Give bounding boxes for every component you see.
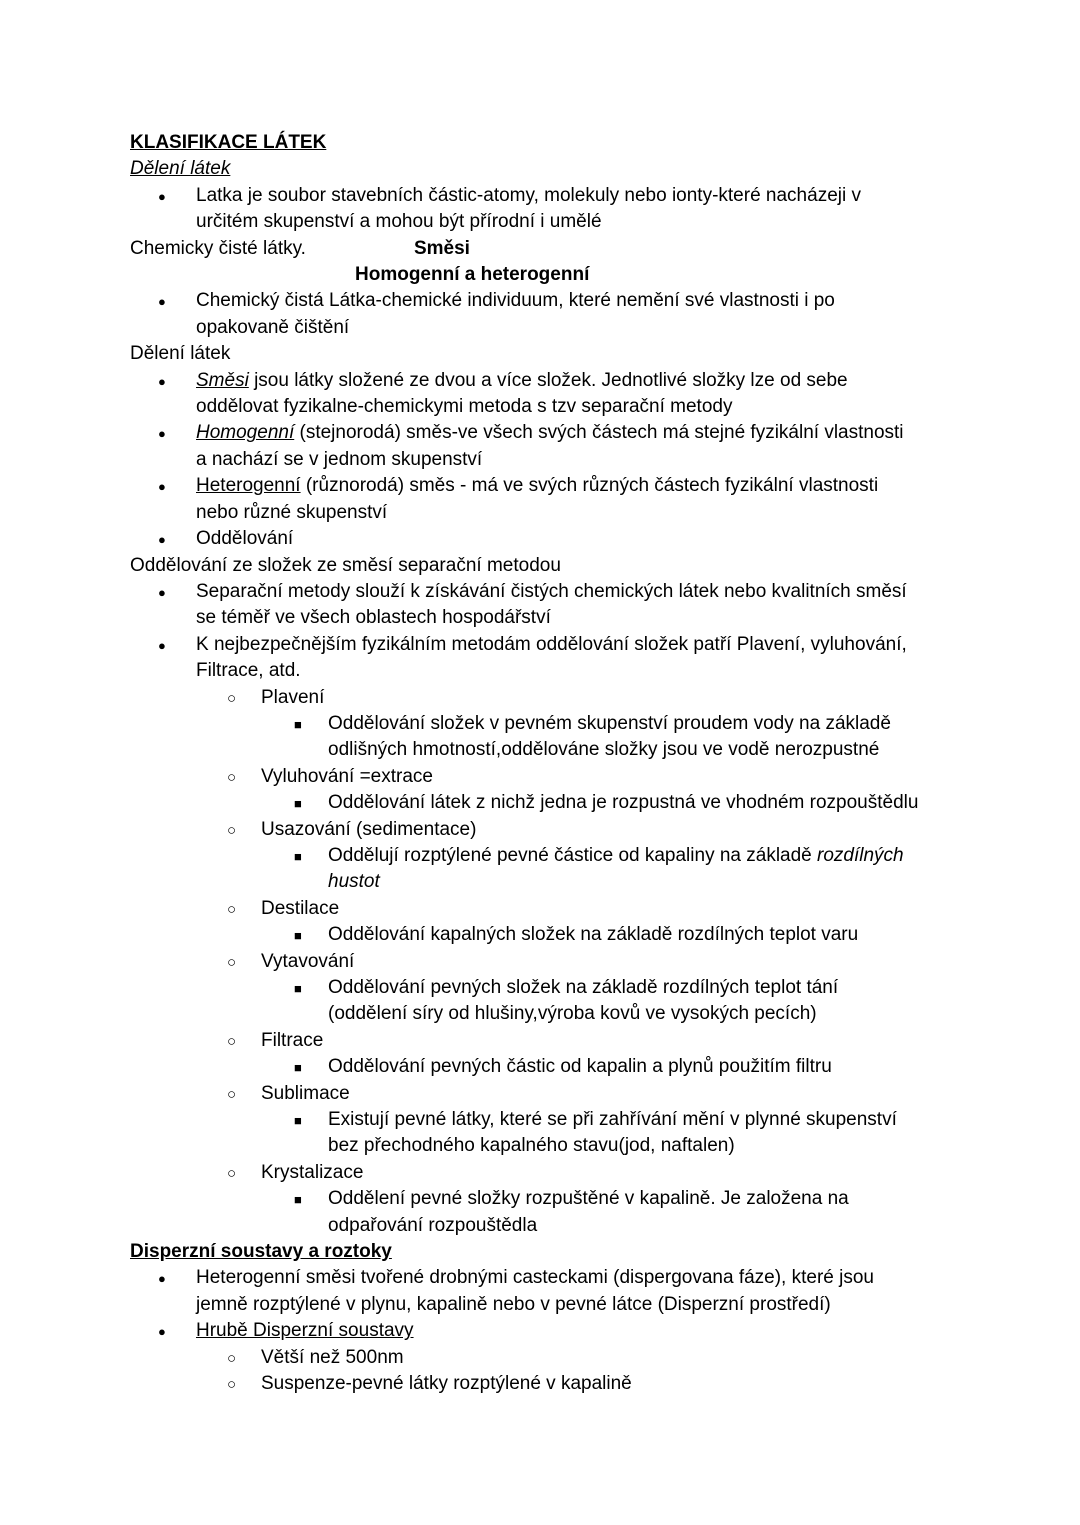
document-line [0, 130, 1080, 156]
document-line [0, 1133, 1080, 1159]
document-line [0, 209, 1080, 235]
document-line [0, 764, 1080, 790]
text-run: odlišných hmotností,oddělováne složky jsou ve vodě nerozpustné [328, 739, 880, 761]
text-run: Homogenní a heterogenní [355, 264, 590, 286]
text-run: Filtrace [261, 1029, 324, 1051]
text-run: bez přechodného kapalného stavu(jod, naftalen) [328, 1135, 735, 1157]
text-run: Oddělování [196, 528, 294, 550]
disc-bullet-icon: ● [158, 1271, 166, 1287]
disc-bullet-icon: ● [158, 426, 166, 442]
document-line [0, 1265, 1080, 1291]
disc-bullet-icon: ● [158, 637, 166, 653]
document-line [0, 922, 1080, 948]
circle-bullet-icon: ○ [227, 1164, 237, 1182]
document-line [0, 1345, 1080, 1371]
square-bullet-icon: ■ [294, 1060, 302, 1076]
text-run: Existují pevné látky, které se při zahřívání mění v plynné skupenství [328, 1109, 897, 1131]
document-body [0, 130, 1080, 1398]
text-run: jsou látky složené ze dvou a více složek. Jednotlivé složky lze od sebe [248, 369, 848, 391]
text-run: Směsi [196, 369, 249, 391]
text-run: Latka je soubor stavebních částic-atomy, molekuly nebo ionty-které nacházeji v [196, 184, 861, 206]
text-run: (různorodá) směs - má ve svých různých částech fyzikální vlastnosti [300, 475, 879, 497]
document-line [0, 685, 1080, 711]
text-run: Separační metody slouží k získávání čistých chemických látek nebo kvalitních směsí [196, 580, 907, 602]
circle-bullet-icon: ○ [227, 1032, 237, 1050]
square-bullet-icon: ■ [294, 1113, 302, 1129]
text-run: opakovaně čištění [196, 316, 350, 338]
document-line [0, 262, 1080, 288]
circle-bullet-icon: ○ [227, 900, 237, 918]
disc-bullet-icon: ● [158, 373, 166, 389]
text-run: Oddělují rozptýlené pevné částice od kapaliny na základě [328, 844, 818, 866]
document-line [0, 183, 1080, 209]
document-line [0, 288, 1080, 314]
text-run: Suspenze-pevné látky rozptýlené v kapalině [261, 1373, 632, 1395]
document-line [0, 1239, 1080, 1265]
text-run: Chemicky čisté látky. [130, 237, 306, 259]
document-line [0, 817, 1080, 843]
text-run: Vyluhování =extrace [261, 765, 433, 787]
text-run: K nejbezpečnějším fyzikálním metodám oddělování složek patří Plavení, vyluhování, [196, 633, 907, 655]
text-run: Usazování (sedimentace) [261, 818, 477, 840]
document-line [0, 579, 1080, 605]
text-run: rozdílných [817, 844, 904, 866]
text-run: Oddělování látek z nichž jedna je rozpustná ve vhodném rozpouštědlu [328, 792, 919, 814]
document-line [0, 790, 1080, 816]
square-bullet-icon: ■ [294, 848, 302, 864]
text-run: hustot [328, 871, 380, 893]
text-run: Heterogenní směsi tvořené drobnými casteckami (dispergovana fáze), které jsou [196, 1267, 874, 1289]
document-line [0, 1107, 1080, 1133]
text-run: Hrubě Disperzní soustavy [196, 1320, 414, 1342]
text-run: oddělovat fyzikalne-chemickymi metoda s tzv separační metody [196, 396, 733, 418]
text-run: Oddělování složek v pevném skupenství proudem vody na základě [328, 712, 891, 734]
document-line [0, 869, 1080, 895]
document-line [0, 1054, 1080, 1080]
document-line [0, 711, 1080, 737]
circle-bullet-icon: ○ [227, 768, 237, 786]
text-run: jemně rozptýlené v plynu, kapalině nebo v pevné látce (Disperzní prostředí) [196, 1293, 831, 1315]
text-run: Oddělení pevné složky rozpuštěné v kapalině. Je založena na [328, 1188, 849, 1210]
text-run: Chemický čistá Látka-chemické individuum, které nemění své vlastnosti i po [196, 290, 835, 312]
circle-bullet-icon: ○ [227, 1085, 237, 1103]
document-line [0, 1001, 1080, 1027]
document-line [0, 632, 1080, 658]
disc-bullet-icon: ● [158, 584, 166, 600]
document-line [0, 394, 1080, 420]
document-line [0, 1213, 1080, 1239]
square-bullet-icon: ■ [294, 981, 302, 996]
document-line [0, 1028, 1080, 1054]
text-run: Homogenní [196, 422, 295, 444]
text-run: Oddělování ze složek ze směsí separační metodou [130, 554, 561, 576]
text-run: KLASIFIKACE LÁTEK [130, 132, 327, 153]
text-run: Oddělování pevných složek na základě rozdílných teplot tání [328, 977, 839, 998]
document-line [0, 553, 1080, 579]
text-run: Oddělování kapalných složek na základě rozdílných teplot varu [328, 924, 859, 946]
circle-bullet-icon: ○ [227, 821, 237, 839]
text-run: Větší než 500nm [261, 1346, 404, 1368]
text-run: Směsi [413, 237, 470, 259]
square-bullet-icon: ■ [294, 1192, 302, 1208]
document-line [0, 605, 1080, 631]
document-line [0, 447, 1080, 473]
text-run: (oddělení síry od hlušiny,výroba kovů ve vysokých pecích) [328, 1003, 817, 1025]
document-line [0, 658, 1080, 684]
document-line [0, 1292, 1080, 1318]
document-line [0, 368, 1080, 394]
square-bullet-icon: ■ [294, 928, 302, 944]
text-run: Filtrace, atd. [196, 660, 301, 682]
square-bullet-icon: ■ [294, 796, 302, 812]
document-line [0, 315, 1080, 341]
text-run: Dělení látek [130, 158, 231, 180]
text-run: a nachází se v jednom skupenství [196, 448, 483, 470]
text-run: odpařování rozpouštědla [328, 1214, 538, 1236]
document-line [0, 473, 1080, 499]
text-run: Oddělování pevných částic od kapalin a plynů použitím filtru [328, 1056, 832, 1078]
square-bullet-icon: ■ [294, 716, 302, 732]
circle-bullet-icon: ○ [227, 689, 237, 707]
document-line [0, 975, 1080, 1001]
document-line [0, 156, 1080, 182]
disc-bullet-icon: ● [158, 532, 166, 548]
document-line [0, 949, 1080, 975]
text-run: Disperzní soustavy a roztoky [130, 1241, 392, 1263]
circle-bullet-icon: ○ [227, 1349, 237, 1367]
circle-bullet-icon: ○ [227, 1376, 237, 1394]
document-line [0, 1160, 1080, 1186]
document-line [0, 1371, 1080, 1397]
disc-bullet-icon: ● [158, 188, 166, 204]
circle-bullet-icon: ○ [227, 953, 237, 971]
text-run: Heterogenní [196, 475, 301, 497]
text-run: Plavení [261, 686, 325, 708]
text-run: určitém skupenství a mohou být přírodní i umělé [196, 211, 602, 233]
text-run: (stejnorodá) směs-ve všech svých částech má stejné fyzikální vlastnosti [294, 422, 904, 444]
document-line [0, 1186, 1080, 1212]
text-run: nebo různé skupenství [196, 501, 388, 523]
document-line [0, 420, 1080, 446]
document-line [0, 737, 1080, 763]
document-line [0, 236, 1080, 262]
text-run: Sublimace [261, 1082, 350, 1104]
disc-bullet-icon: ● [158, 1324, 166, 1340]
document-line [0, 896, 1080, 922]
text-run: Krystalizace [261, 1161, 364, 1183]
disc-bullet-icon: ● [158, 294, 166, 310]
disc-bullet-icon: ● [158, 479, 166, 495]
document-line [0, 526, 1080, 552]
document-line [0, 843, 1080, 869]
text-run: se téměř ve všech oblastech hospodářství [196, 607, 551, 629]
document-line [0, 1081, 1080, 1107]
document-line [0, 1318, 1080, 1344]
document-line [0, 500, 1080, 526]
text-run: Vytavování [261, 950, 355, 972]
document-line [0, 341, 1080, 367]
text-run: Dělení látek [130, 343, 231, 365]
text-run: Destilace [261, 897, 340, 919]
